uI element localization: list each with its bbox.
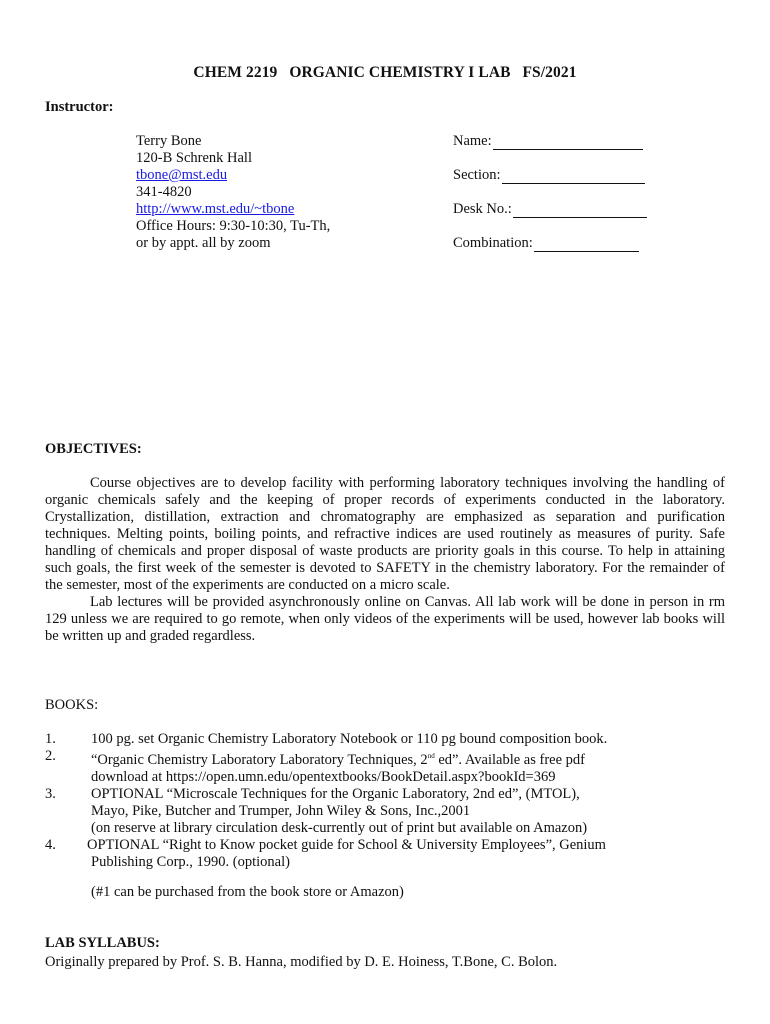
instructor-website-link[interactable]: http://www.mst.edu/~tbone [136,201,295,217]
syllabus-heading: LAB SYLLABUS: [45,935,160,951]
instructor-phone: 341-4820 [136,184,192,200]
book-2-line-2: download at https://open.umn.edu/opentextbooks/BookDetail.aspx?bookId=369 [91,768,556,785]
name-field[interactable] [453,133,643,150]
books-list [45,731,607,871]
desk-field[interactable] [453,201,647,218]
desk-blank[interactable] [513,203,647,218]
instructor-info [136,133,330,252]
book-1-line-1: 100 pg. set Organic Chemistry Laboratory Notebook or 110 pg bound composition book. [91,731,608,747]
book-3-line-2: Mayo, Pike, Butcher and Trumper, John Wiley & Sons, Inc.,2001 [91,802,471,819]
section-blank[interactable] [502,169,645,184]
section-field[interactable] [453,167,645,184]
book-4-line-2: Publishing Corp., 1990. (optional) [91,853,290,870]
list-item [45,786,607,837]
list-item [45,837,607,871]
combination-blank[interactable] [534,237,639,252]
objectives-paragraph-2: Lab lectures will be provided asynchronously online on Canvas. All lab work will be done in person in rm 129 unless we are required to go remote, when only videos of the experiments will be used, however lab books will be written up and graded regardless. [45,594,725,644]
list-item [45,748,607,786]
desk-label: Desk No.: [453,201,512,217]
objectives-body [45,475,725,645]
instructor-label: Instructor: [45,99,114,115]
objectives-paragraph-1: Course objectives are to develop facility with performing laboratory techniques involving the handling of organic chemicals safely and the keeping of proper records of experiments conducted in the laboratory. Crystallization, distillation, extraction and chromatography are emphasized as separation and purification techniques. Melting points, boiling points, and refractive indices are used routinely as measures of purity. Safe handling of chemicals and proper disposal of waste products are priority goals in this course. To help in attaining such goals, the first week of the semester is devoted to SAFETY in the chemistry laboratory. For the remainder of the semester, most of the experiments are conducted on a micro scale. [45,475,725,593]
office-hours-line1: Office Hours: 9:30-10:30, Tu-Th, [136,218,331,234]
books-note: (#1 can be purchased from the book store or Amazon) [91,884,404,900]
instructor-email-link[interactable]: tbone@mst.edu [136,167,228,183]
instructor-office: 120-B Schrenk Hall [136,150,252,166]
book-4-line-1: OPTIONAL “Right to Know pocket guide for School & University Employees”, Genium [87,836,606,853]
name-blank[interactable] [493,135,643,150]
office-hours-line2: or by appt. all by zoom [136,235,271,251]
list-item-number: 1. [45,731,56,747]
list-item-number: 4. [45,836,56,853]
list-item [45,731,607,748]
list-item-number: 2. [45,748,56,764]
book-3-line-1: OPTIONAL “Microscale Techniques for the Organic Laboratory, 2nd ed”, (MTOL), [91,785,580,802]
name-label: Name: [453,133,492,149]
syllabus-text: Originally prepared by Prof. S. B. Hanna, modified by D. E. Hoiness, T.Bone, C. Bolon. [45,954,558,970]
list-item-number: 3. [45,785,56,802]
combination-label: Combination: [453,235,533,251]
instructor-name: Terry Bone [136,133,202,149]
section-label: Section: [453,167,501,183]
book-2-line-1: “Organic Chemistry Laboratory Laboratory Techniques, 2nd ed”. Available as free pdf [91,751,585,768]
objectives-heading: OBJECTIVES: [45,441,142,457]
course-title: CHEM 2219 ORGANIC CHEMISTRY I LAB FS/2021 [193,64,577,81]
combination-field[interactable] [453,235,639,252]
book-3-line-3: (on reserve at library circulation desk-currently out of print but available on Amazon) [91,819,588,836]
books-heading: BOOKS: [45,697,99,713]
